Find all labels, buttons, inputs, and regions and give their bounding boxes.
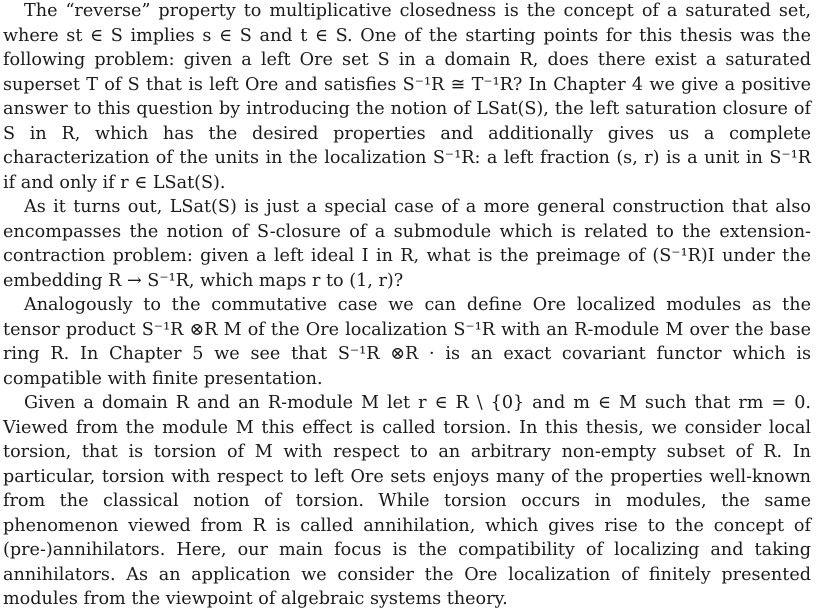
- paragraph-saturated-set: The “reverse” property to multiplicative closedness is the concept of a saturated set, where st ∈ S implies s ∈ S and t ∈ S. One of the starting points for this thesis was the following problem: given a left Ore set S in a domain R, does there exist a saturated superset T of S that is left Ore and satisfies S⁻¹R ≅ T⁻¹R? In Chapter 4 we give a positive answer to this question by introducing the notion of LSat(S), the left saturation closure of S in R, which has the desired properties and additionally gives us a complete characterization of the units in the localization S⁻¹R: a left fraction (s, r) is a unit in S⁻¹R if and only if r ∈ LSat(S).: [3, 1, 811, 193]
- document-body: [3, 0, 811, 612]
- paragraph-lsat-construction: As it turns out, LSat(S) is just a special case of a more general construction that also encompasses the notion of S-closure of a submodule which is related to the extension-contraction problem: given a left ideal I in R, what is the preimage of (S⁻¹R)I under the embedding R → S⁻¹R, which maps r to (1, r)?: [3, 197, 811, 291]
- paragraph-ore-localized-modules: Analogously to the commutative case we can define Ore localized modules as the tensor product S⁻¹R ⊗R M of the Ore localization S⁻¹R with an R-module M over the base ring R. In Chapter 5 we see that S⁻¹R ⊗R · is an exact covariant functor which is compatible with finite presentation.: [3, 295, 811, 389]
- paragraph-torsion: Given a domain R and an R-module M let r ∈ R \ {0} and m ∈ M such that rm = 0. Viewed from the module M this effect is called torsion. In this thesis, we consider local torsion, that is torsion of M with respect to an arbitrary non-empty subset of R. In particular, torsion with respect to left Ore sets enjoys many of the properties well-known from the classical notion of torsion. While torsion occurs in modules, the same phenomenon viewed from R is called annihilation, which gives rise to the concept of (pre-)annihilators. Here, our main focus is the compatibility of localizing and taking annihilators. As an application we consider the Ore localization of finitely presented modules from the viewpoint of algebraic systems theory.: [3, 393, 811, 609]
